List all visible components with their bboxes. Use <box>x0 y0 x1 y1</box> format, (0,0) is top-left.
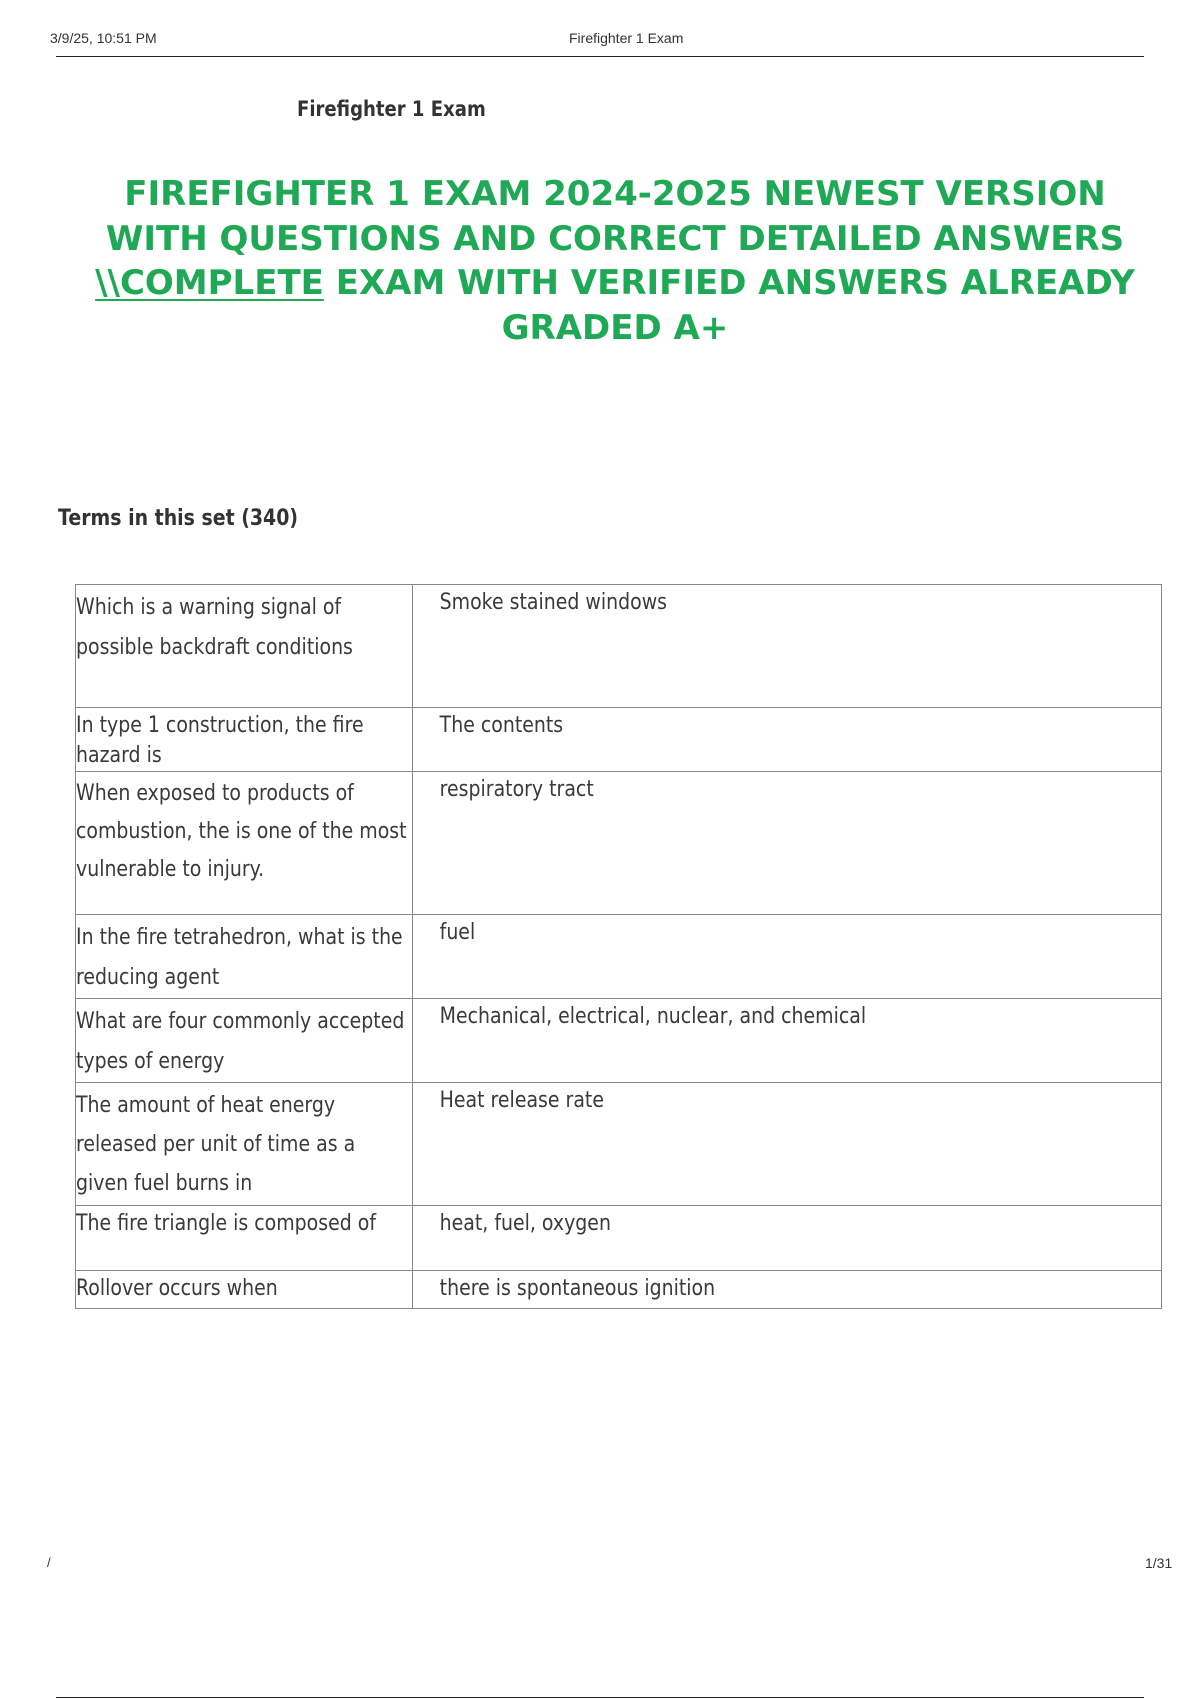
term-answer: fuel <box>413 915 1162 999</box>
table-row <box>76 915 1162 999</box>
bottom-divider <box>56 1697 1144 1698</box>
header-divider <box>56 56 1144 57</box>
term-answer: Mechanical, electrical, nuclear, and chemical <box>413 999 1162 1083</box>
table-row <box>76 1083 1162 1206</box>
terms-count-heading: Terms in this set (340) <box>58 506 299 531</box>
term-question: What are four commonly accepted types of energy <box>76 999 413 1083</box>
banner-line-2: WITH QUESTIONS AND CORRECT DETAILED ANSWERS <box>105 218 1125 259</box>
document-subtitle: Firefighter 1 Exam <box>297 97 486 121</box>
banner-complete-link[interactable]: \\COMPLETE <box>95 263 324 303</box>
term-answer: The contents <box>413 708 1162 772</box>
term-question: The amount of heat energy released per unit of time as a given fuel burns in <box>76 1083 413 1206</box>
table-row <box>76 999 1162 1083</box>
print-date: 3/9/25, 10:51 PM <box>50 30 157 46</box>
term-answer: heat, fuel, oxygen <box>413 1206 1162 1271</box>
term-answer: Heat release rate <box>413 1083 1162 1206</box>
footer-url: / <box>47 1555 51 1570</box>
table-row <box>76 1206 1162 1271</box>
exam-title-banner <box>36 172 1194 350</box>
term-question: Which is a warning signal of possible backdraft conditions <box>76 585 413 708</box>
banner-line-3-rest: EXAM WITH VERIFIED ANSWERS ALREADY <box>323 263 1135 303</box>
term-answer: respiratory tract <box>413 772 1162 915</box>
terms-table <box>75 584 1162 1309</box>
term-question: In type 1 construction, the fire hazard is <box>76 708 413 772</box>
banner-line-1: FIREFIGHTER 1 EXAM 2024-2O25 NEWEST VERSION <box>124 174 1106 214</box>
banner-line-3 <box>36 261 1194 306</box>
term-question: The fire triangle is composed of <box>76 1206 413 1271</box>
term-answer: there is spontaneous ignition <box>413 1271 1162 1309</box>
table-row <box>76 772 1162 915</box>
term-answer: Smoke stained windows <box>413 585 1162 708</box>
banner-line-4: GRADED A+ <box>501 307 729 348</box>
table-row <box>76 708 1162 772</box>
term-question: In the fire tetrahedron, what is the reducing agent <box>76 915 413 999</box>
table-row <box>76 1271 1162 1309</box>
term-question: Rollover occurs when <box>76 1271 413 1309</box>
term-question: When exposed to products of combustion, the is one of the most vulnerable to injury. <box>76 772 413 915</box>
print-header-title: Firefighter 1 Exam <box>569 30 684 46</box>
page-number: 1/31 <box>1145 1555 1173 1571</box>
table-row <box>76 585 1162 708</box>
